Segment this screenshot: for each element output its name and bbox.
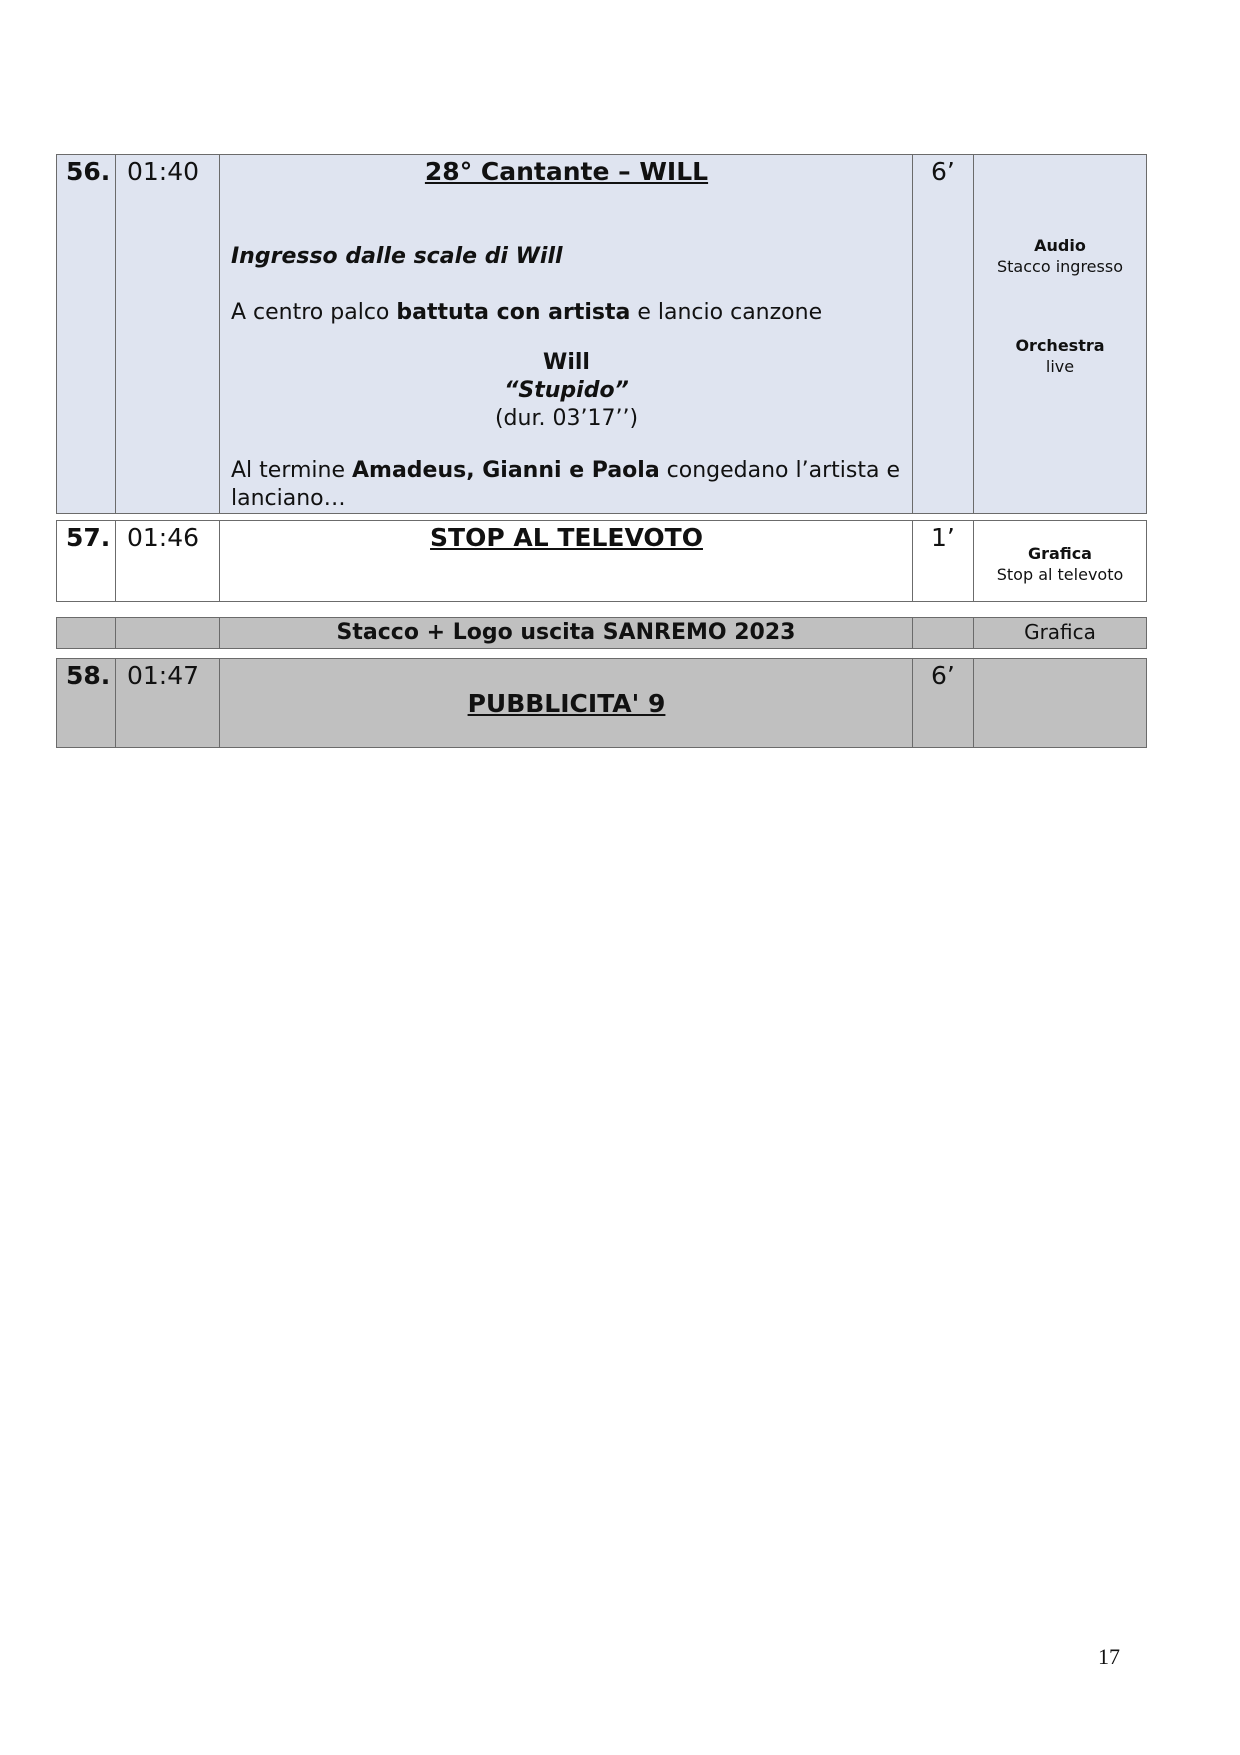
song-artist: Will: [543, 350, 590, 375]
item-notes: [974, 155, 1147, 514]
item-content: [220, 155, 913, 514]
notes-heading: Grafica: [1028, 544, 1092, 563]
item-notes: [974, 659, 1147, 748]
item-content: [220, 521, 913, 602]
item-number: 56.: [57, 155, 116, 514]
notes-text: Stacco ingresso: [997, 257, 1123, 276]
item-title: STOP AL TELEVOTO: [430, 523, 703, 552]
page-number: 17: [1098, 1644, 1120, 1669]
item-duration: 6’: [913, 155, 974, 514]
closing-line: Al termine Amadeus, Gianni e Paola congedano l’artista e lanciano…: [231, 458, 900, 511]
cue-emphasis: battuta con artista: [396, 300, 631, 325]
song-duration: (dur. 03’17’’): [494, 406, 639, 431]
closing-emphasis: Amadeus, Gianni e Paola: [352, 458, 660, 483]
song-block: [231, 349, 902, 433]
notes-heading: Audio: [1034, 236, 1086, 255]
item-duration: 6’: [913, 659, 974, 748]
rundown-row-57: [56, 520, 1147, 602]
transition-notes: Grafica: [974, 618, 1147, 649]
song-title: “Stupido”: [504, 378, 629, 403]
item-content: [220, 659, 913, 748]
item-title: 28° Cantante – WILL: [424, 157, 709, 186]
item-number: 57.: [57, 521, 116, 602]
notes-heading: Orchestra: [1015, 336, 1105, 355]
item-title: PUBBLICITA' 9: [467, 689, 666, 718]
entry-note: Ingresso dalle scale di Will: [231, 244, 563, 269]
item-time: 01:46: [116, 521, 220, 602]
rundown-row-56: [56, 154, 1147, 514]
rundown-row-58: [56, 658, 1147, 748]
item-time: 01:47: [116, 659, 220, 748]
item-time: 01:40: [116, 155, 220, 514]
notes-text: Stop al televoto: [996, 565, 1124, 584]
empty-cell: [913, 618, 974, 649]
item-number: 58.: [57, 659, 116, 748]
cue-line: A centro palco battuta con artista e lancio canzone: [231, 300, 823, 325]
transition-row: [56, 617, 1147, 649]
transition-caption: Stacco + Logo uscita SANREMO 2023: [220, 618, 913, 649]
notes-text: live: [1045, 357, 1075, 376]
empty-cell: [57, 618, 116, 649]
item-notes: [974, 521, 1147, 602]
empty-cell: [116, 618, 220, 649]
item-duration: 1’: [913, 521, 974, 602]
